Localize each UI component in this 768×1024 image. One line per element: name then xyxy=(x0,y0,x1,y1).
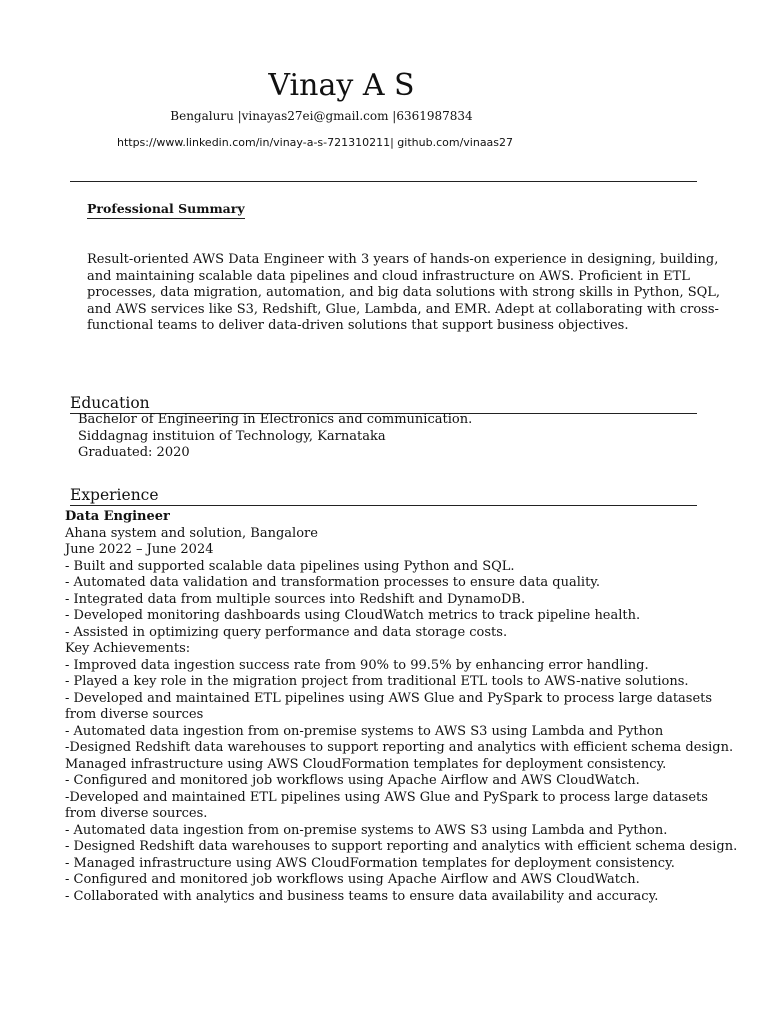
experience-line: - Managed infrastructure using AWS CloudFormation templates for deployment consistency. xyxy=(65,855,675,871)
experience-line: - Automated data ingestion from on-premise systems to AWS S3 using Lambda and Python xyxy=(65,723,664,739)
experience-line: - Played a key role in the migration project from traditional ETL tools to AWS-native solutions. xyxy=(65,674,689,689)
education-institution: Siddagnag instituion of Technology, Karnataka xyxy=(78,428,386,444)
job-dates: June 2022 – June 2024 xyxy=(65,542,214,557)
experience-line: - Improved data ingestion success rate from 90% to 99.5% by enhancing error handling. xyxy=(65,657,649,673)
summary-text: Result-oriented AWS Data Engineer with 3 years of hands-on experience in designing, building, and maintaining scalable data pipelines and cloud infrastructure on AWS. Proficient in ETL processes, data migration, automation, and big data solutions with strong skills in Python, SQL, and AWS services like S3, Redshift, Glue, Lambda, and EMR. Adept at collaborating with cross-functional teams to deliver data-driven solutions that support business objectives. xyxy=(87,252,721,333)
experience-body xyxy=(65,509,738,905)
experience-line: - Configured and monitored job workflows using Apache Airflow and AWS CloudWatch. xyxy=(65,872,640,887)
experience-line: -Developed and maintained ETL pipelines using AWS Glue and PySpark to process large datasets from diverse sources. xyxy=(65,789,708,821)
experience-line: - Automated data ingestion from on-premise systems to AWS S3 using Lambda and Python. xyxy=(65,822,668,838)
experience-line: - Collaborated with analytics and business teams to ensure data availability and accuracy. xyxy=(65,888,659,904)
experience-line: Managed infrastructure using AWS CloudFormation templates for deployment consistency. xyxy=(65,756,667,772)
job-title: Data Engineer xyxy=(65,509,170,524)
experience-line: - Developed monitoring dashboards using CloudWatch metrics to track pipeline health. xyxy=(65,608,641,623)
job-company: Ahana system and solution, Bangalore xyxy=(65,525,318,541)
key-achievements-label: Key Achievements: xyxy=(65,641,191,656)
experience-line: - Designed Redshift data warehouses to support reporting and analytics with efficient schema design. xyxy=(65,839,738,854)
experience-line: - Developed and maintained ETL pipelines using AWS Glue and PySpark to process large datasets from diverse sources xyxy=(65,690,713,722)
education-details xyxy=(78,412,472,462)
experience-line: -Designed Redshift data warehouses to support reporting and analytics with efficient schema design. xyxy=(65,740,734,755)
experience-line: - Configured and monitored job workflows using Apache Airflow and AWS CloudWatch. xyxy=(65,773,640,788)
profile-links: https://www.linkedin.com/in/vinay-a-s-721310211| github.com/vinaas27 xyxy=(116,136,514,149)
candidate-name: Vinay A S xyxy=(268,68,415,103)
education-heading: Education xyxy=(70,393,697,414)
experience-heading: Experience xyxy=(70,485,697,506)
education-degree: Bachelor of Engineering in Electronics and communication. xyxy=(78,412,473,427)
experience-line: - Assisted in optimizing query performance and data storage costs. xyxy=(65,624,508,640)
header-divider xyxy=(70,181,697,182)
experience-line: - Automated data validation and transformation processes to ensure data quality. xyxy=(65,575,601,590)
experience-line: - Built and supported scalable data pipelines using Python and SQL. xyxy=(65,558,515,574)
summary-heading: Professional Summary xyxy=(87,200,245,219)
education-graduated: Graduated: 2020 xyxy=(78,445,190,460)
experience-line: - Integrated data from multiple sources into Redshift and DynamoDB. xyxy=(65,591,526,607)
contact-info: Bengaluru |vinayas27ei@gmail.com |6361987834 xyxy=(170,109,473,123)
